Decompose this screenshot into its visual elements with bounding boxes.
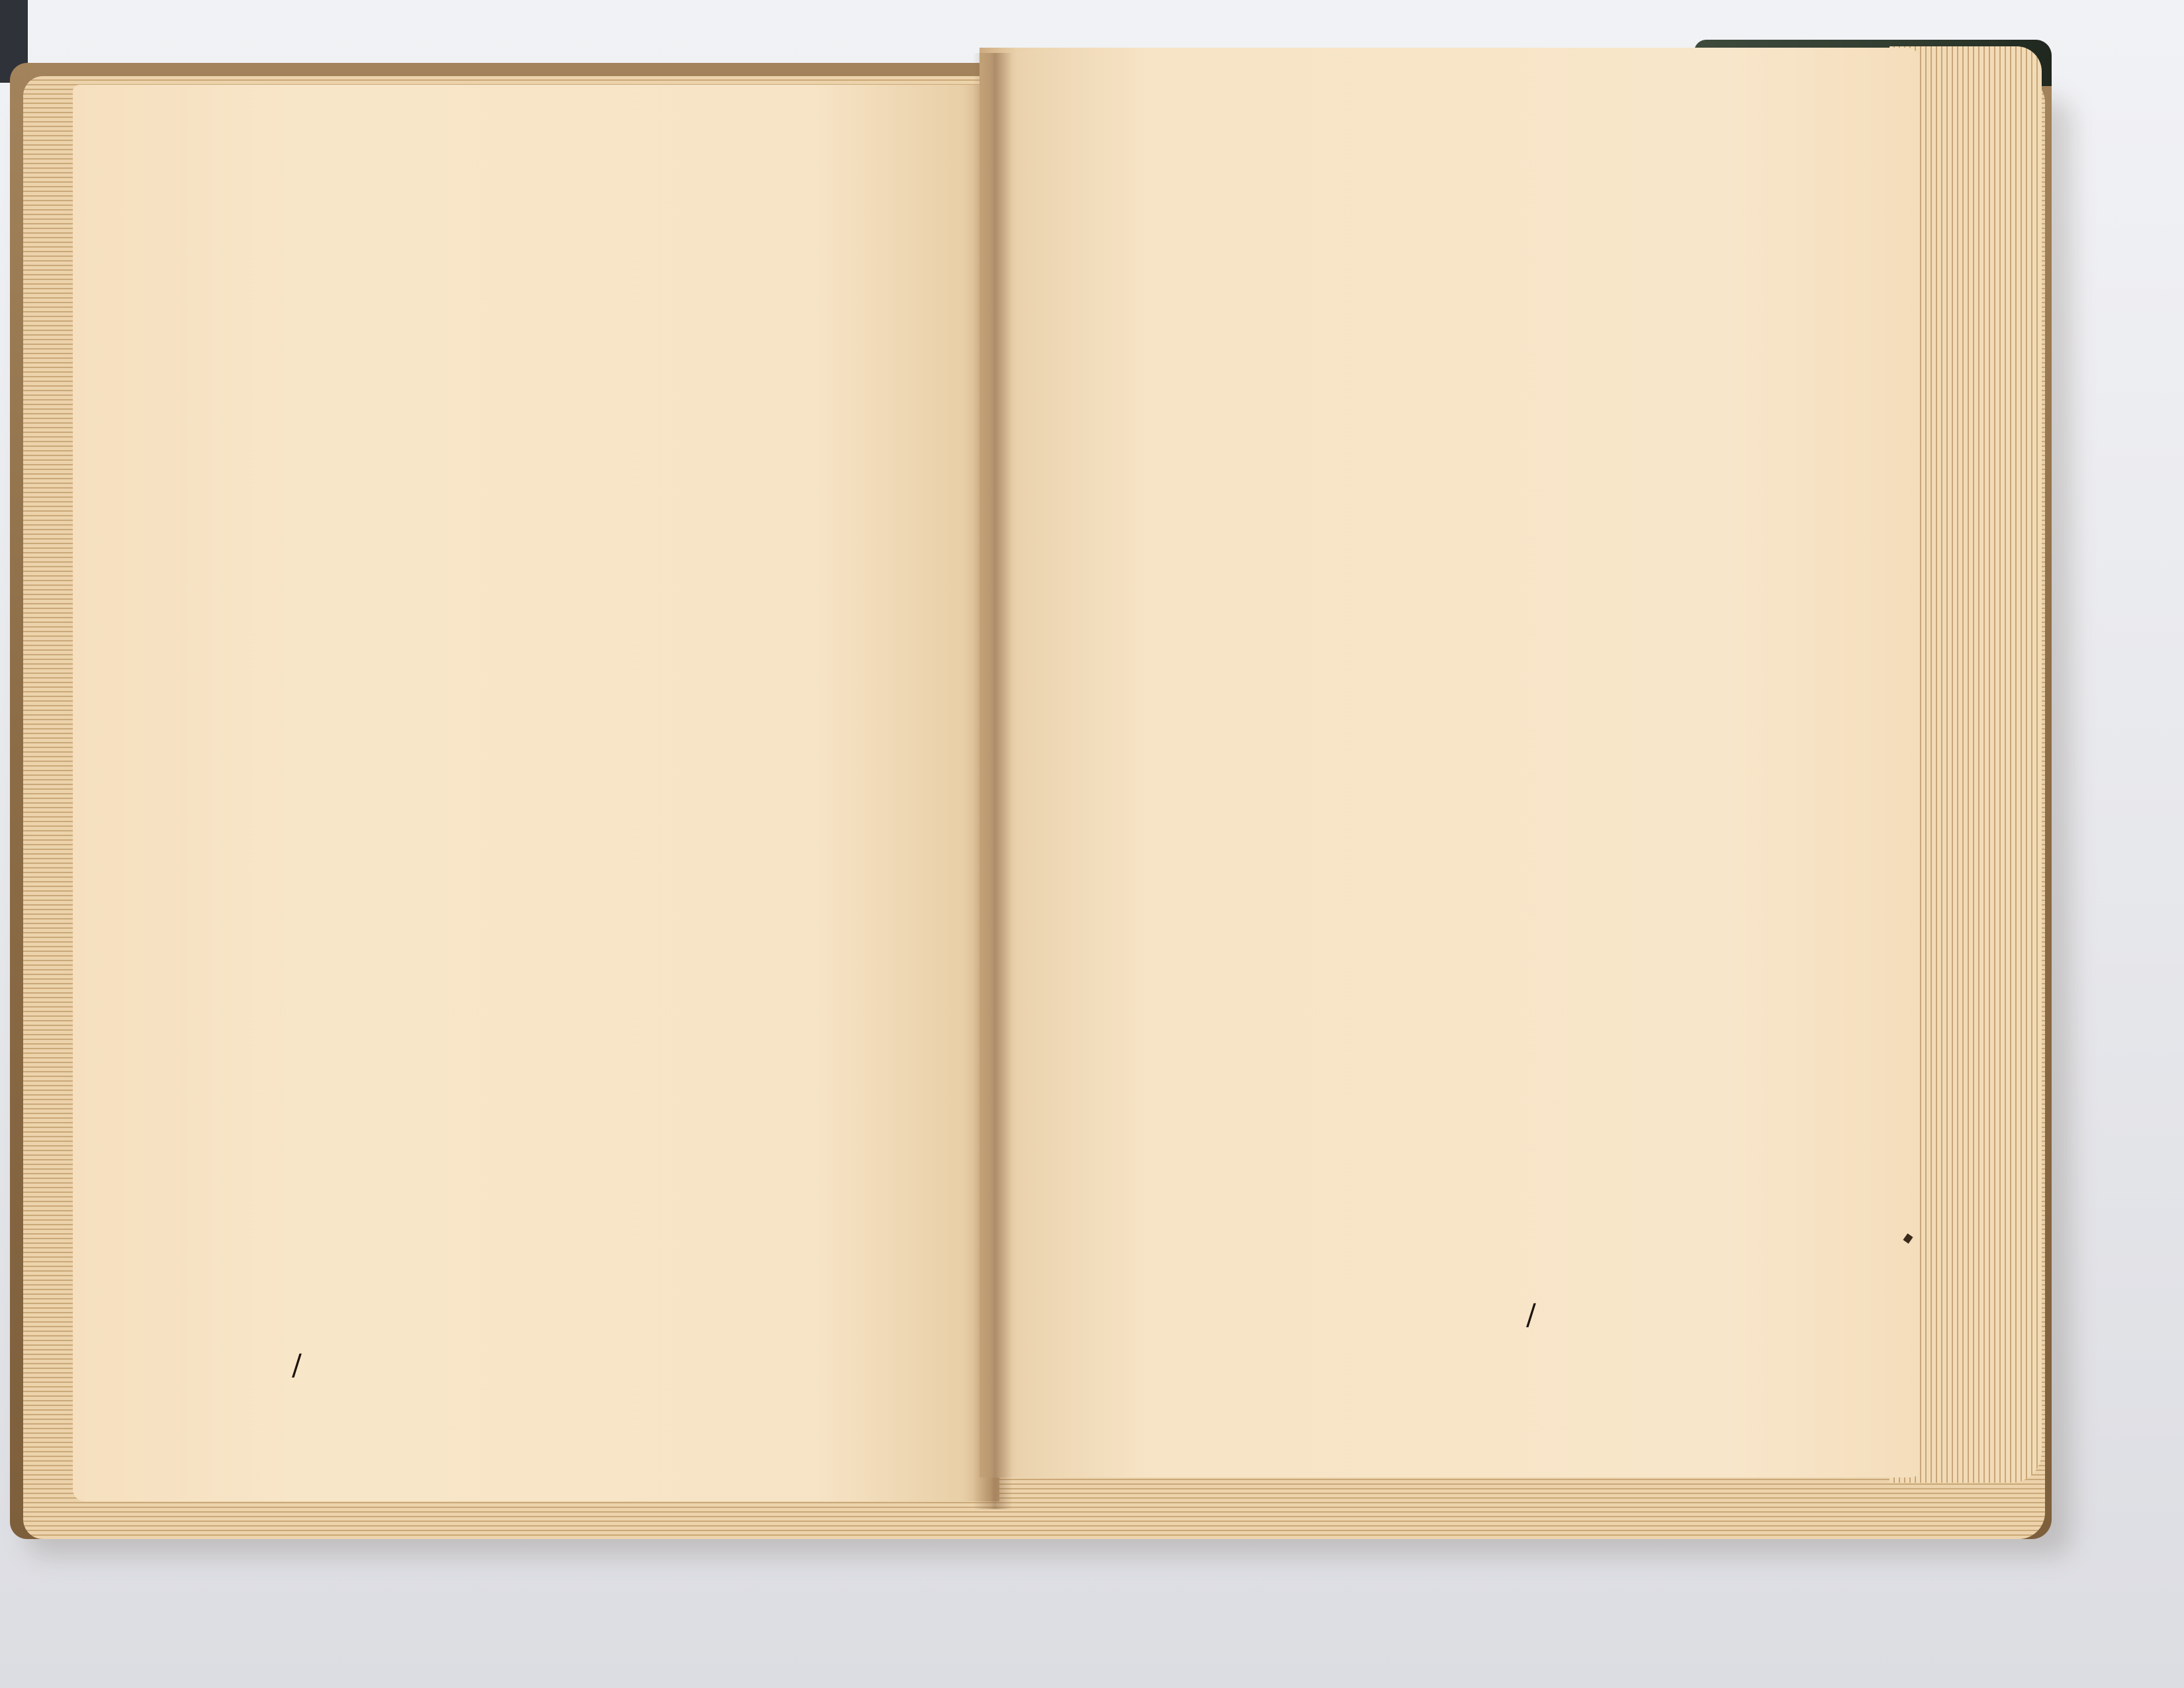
- left-page-footer: [275, 1346, 319, 1385]
- footer-separator: /: [1526, 1298, 1536, 1332]
- right-page: [979, 48, 1919, 1477]
- book-gutter: [973, 53, 1013, 1509]
- left-page: [73, 85, 999, 1501]
- footer-separator: /: [292, 1348, 302, 1382]
- right-page-text: [1072, 177, 1853, 1309]
- right-page-footer: [1509, 1295, 1553, 1335]
- left-page-text: [265, 214, 999, 1346]
